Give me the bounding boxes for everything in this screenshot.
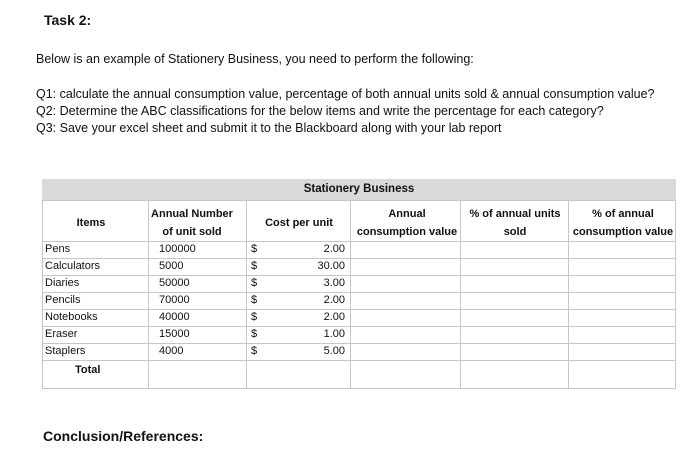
question-3: Q3: Save your excel sheet and submit it to the Blackboard along with your lab report — [36, 121, 502, 135]
header-pct-units-line1: % of annual units — [469, 208, 561, 220]
cell-units: 100000 — [159, 243, 196, 255]
header-pct-units-line2: sold — [503, 226, 527, 238]
header-pct-acv-line2: consumption value — [572, 226, 674, 238]
cell-item: Pens — [45, 243, 71, 255]
header-acv-line1: Annual — [388, 208, 426, 220]
grid-line — [42, 343, 676, 344]
cell-item: Staplers — [45, 345, 86, 357]
header-items: Items — [76, 217, 106, 229]
cell-cost: 5.00 — [323, 345, 345, 357]
header-pct-acv-line1: % of annual — [592, 208, 654, 220]
cell-units: 40000 — [159, 311, 190, 323]
cell-cost: 2.00 — [323, 294, 345, 306]
grid-line — [42, 326, 676, 327]
grid-line — [42, 292, 676, 293]
cell-item: Notebooks — [45, 311, 98, 323]
cell-currency: $ — [251, 345, 258, 357]
grid-line — [42, 309, 676, 310]
cell-currency: $ — [251, 311, 258, 323]
cell-units: 50000 — [159, 277, 190, 289]
cell-cost: 3.00 — [323, 277, 345, 289]
cell-cost: 2.00 — [323, 243, 345, 255]
header-annual-units-line2: of unit sold — [162, 226, 222, 238]
question-1: Q1: calculate the annual consumption value, percentage of both annual units sold & annual consumption value? — [36, 87, 655, 101]
cell-item: Eraser — [45, 328, 78, 340]
intro-text: Below is an example of Stationery Business, you need to perform the following: — [36, 52, 474, 66]
cell-currency: $ — [251, 328, 258, 340]
cell-currency: $ — [251, 277, 258, 289]
task-title: Task 2: — [44, 12, 92, 28]
cell-cost: 30.00 — [317, 260, 345, 272]
table-title: Stationery Business — [303, 183, 415, 195]
grid-line — [42, 241, 676, 242]
cell-units: 70000 — [159, 294, 190, 306]
question-2: Q2: Determine the ABC classifications for the below items and write the percentage for each category? — [36, 104, 604, 118]
grid-line — [42, 258, 676, 259]
cell-item: Pencils — [45, 294, 81, 306]
cell-units: 15000 — [159, 328, 190, 340]
cell-units: 5000 — [159, 260, 184, 272]
cell-currency: $ — [251, 260, 258, 272]
cell-currency: $ — [251, 294, 258, 306]
header-acv-line2: consumption value — [356, 226, 458, 238]
cell-item: Calculators — [45, 260, 101, 272]
header-annual-units-line1: Annual Number — [151, 208, 233, 220]
grid-line — [568, 200, 569, 388]
cell-item: Diaries — [45, 277, 80, 289]
grid-line — [246, 200, 247, 388]
cell-cost: 1.00 — [323, 328, 345, 340]
total-label: Total — [75, 364, 101, 376]
header-cost-per-unit: Cost per unit — [265, 217, 333, 229]
cell-cost: 2.00 — [323, 311, 345, 323]
grid-line — [42, 200, 676, 201]
stationery-table — [42, 179, 676, 389]
grid-line — [42, 388, 676, 389]
cell-units: 4000 — [159, 345, 184, 357]
grid-line — [42, 275, 676, 276]
cell-currency: $ — [251, 243, 258, 255]
grid-line — [42, 360, 676, 361]
grid-line — [350, 200, 351, 388]
conclusion-heading: Conclusion/References: — [43, 428, 204, 444]
